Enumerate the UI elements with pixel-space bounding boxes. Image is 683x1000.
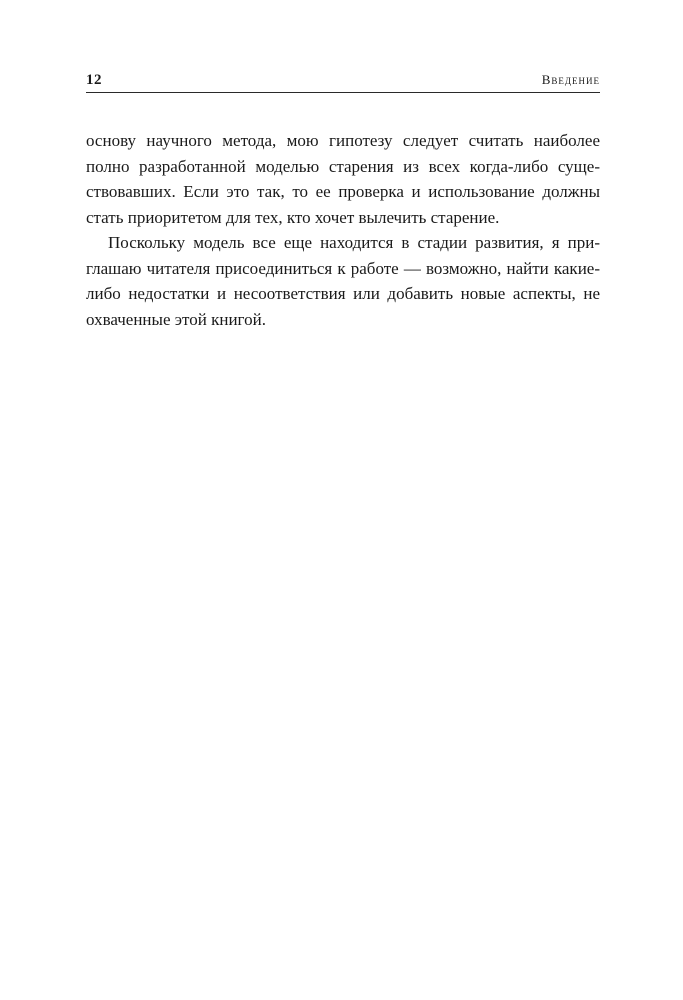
body-text	[86, 128, 600, 332]
paragraph: основу научного метода, мою гипотезу следует считать наиболее полно разработанной моделью старения из всех когда-либо существовавших. Если это так, то ее проверка и использование должны стать приоритетом для тех, кто хочет вылечить старение.	[86, 131, 600, 227]
running-head	[86, 70, 600, 93]
page-number: 12	[86, 72, 102, 88]
paragraph: Поскольку модель все еще находится в стадии развития, я приглашаю читателя присоединиться к работе — возможно, найти какие-либо недостатки и несоответствия или добавить новые аспекты, не охваченные этой книгой.	[86, 233, 600, 329]
chapter-title: Введение	[541, 72, 600, 87]
